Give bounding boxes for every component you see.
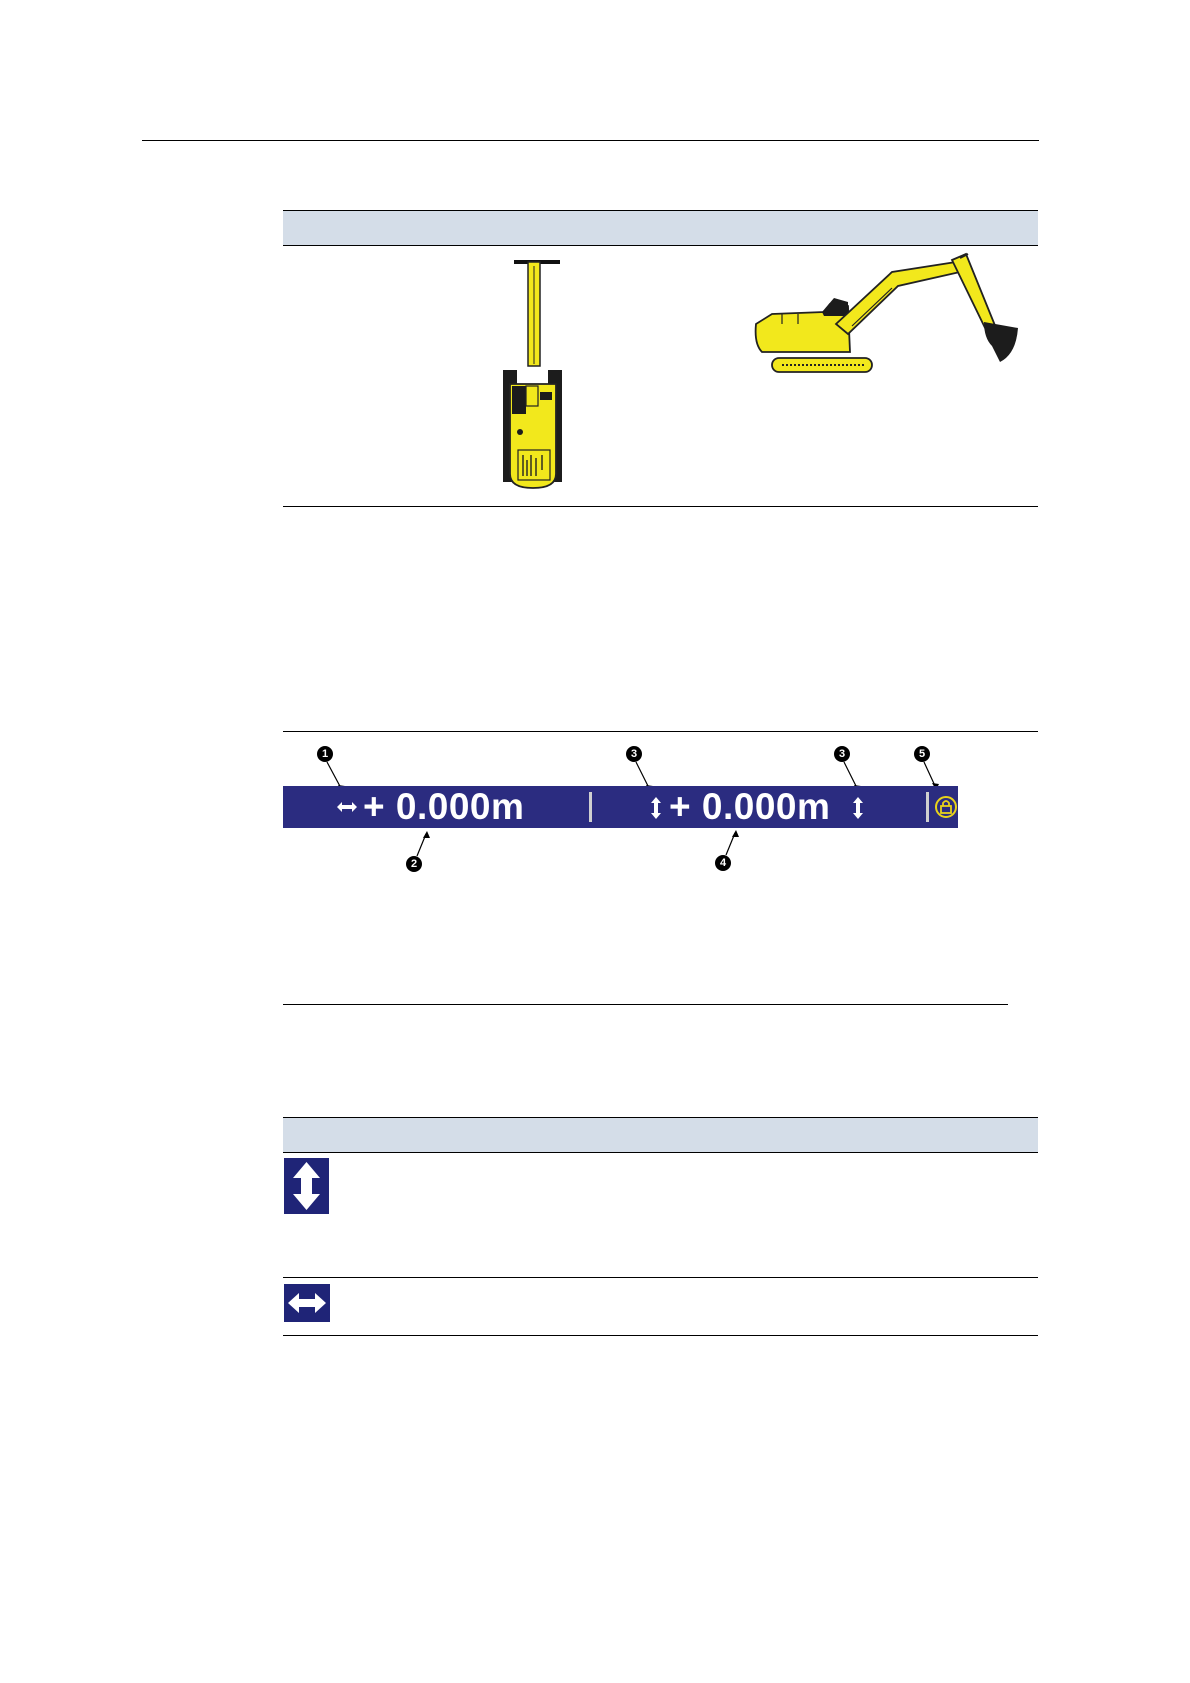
horizontal-double-arrow-icon	[284, 1284, 330, 1322]
table2-header-rule	[283, 1152, 1038, 1153]
vertical-arrows-icon-left	[650, 796, 662, 820]
guidance-status-bar	[283, 786, 958, 828]
callout-2: 2	[406, 856, 422, 872]
table2-bottom-rule	[283, 1335, 1038, 1336]
status-bar-separator	[589, 792, 592, 822]
table2-row-rule	[283, 1277, 1038, 1278]
callout-5: 5	[914, 746, 930, 762]
callout-1: 1	[317, 746, 333, 762]
table2-header-band	[283, 1118, 1038, 1152]
callout-3b: 3	[834, 746, 850, 762]
horizontal-offset-value: + 0.000m	[363, 786, 525, 827]
status-bar-separator	[926, 792, 929, 822]
lock-icon	[934, 795, 958, 819]
callout-4: 4	[715, 855, 731, 871]
vertical-double-arrow-icon	[284, 1158, 329, 1214]
vertical-arrows-icon-right	[852, 796, 864, 820]
vertical-offset-value: + 0.000m	[669, 786, 831, 827]
section-rule	[283, 1004, 1008, 1005]
horizontal-arrows-icon	[336, 800, 358, 814]
callout-3a: 3	[626, 746, 642, 762]
